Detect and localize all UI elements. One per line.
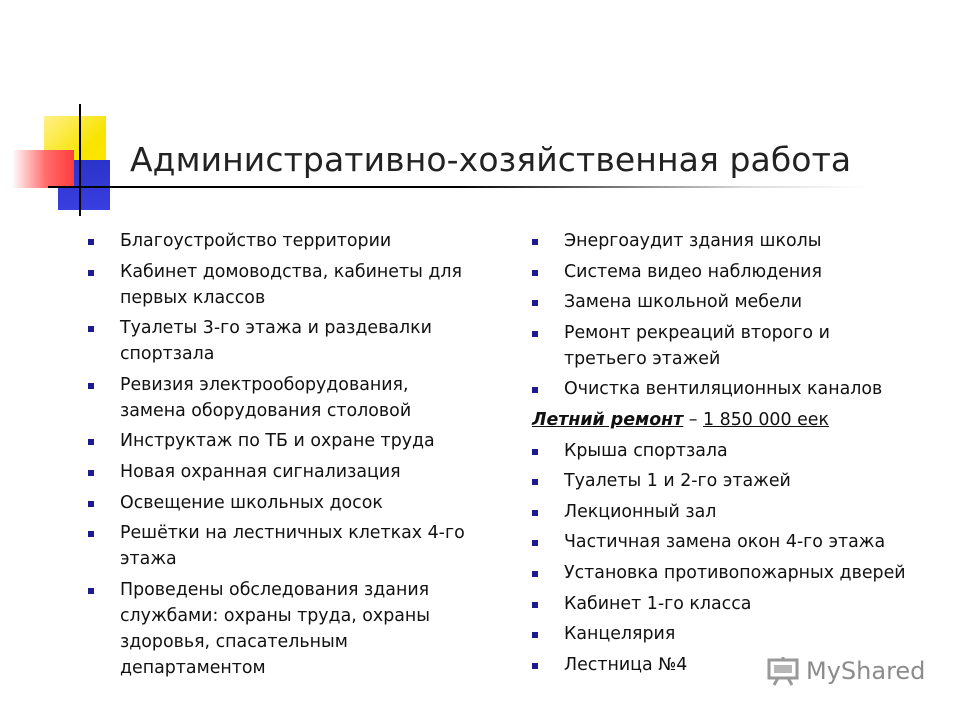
list-item: Освещение школьных досок [88, 490, 478, 516]
square-bullet-icon [532, 479, 538, 485]
list-item: Очистка вентиляционных каналов [532, 376, 912, 402]
square-bullet-icon [532, 632, 538, 638]
right-bullet-list [532, 228, 912, 682]
slide-title: Административно-хозяйственная работа [130, 140, 852, 179]
square-bullet-icon [532, 239, 538, 245]
list-item: Ремонт рекреаций второго и третьего этажей [532, 320, 912, 372]
square-bullet-icon [88, 588, 94, 594]
list-item: Решётки на лестничных клетках 4-го этажа [88, 520, 478, 572]
list-item: Туалеты 3-го этажа и раздевалки спортзала [88, 315, 478, 367]
square-bullet-icon [532, 387, 538, 393]
list-item: Новая охранная сигнализация [88, 459, 478, 485]
list-item: Установка противопожарных дверей [532, 560, 912, 586]
square-bullet-icon [88, 383, 94, 389]
decor-red-square [12, 150, 74, 188]
watermark [766, 656, 925, 686]
square-bullet-icon [532, 331, 538, 337]
square-bullet-icon [88, 439, 94, 445]
list-item: Канцелярия [532, 621, 912, 647]
list-item: Туалеты 1 и 2-го этажей [532, 468, 912, 494]
square-bullet-icon [88, 470, 94, 476]
square-bullet-icon [532, 571, 538, 577]
square-bullet-icon [532, 540, 538, 546]
summer-repair-title: Летний ремонт [532, 409, 684, 430]
square-bullet-icon [88, 270, 94, 276]
left-bullet-list [88, 228, 478, 685]
list-item: Кабинет 1-го класса [532, 591, 912, 617]
square-bullet-icon [532, 300, 538, 306]
list-item: Энергоаудит здания школы [532, 228, 912, 254]
list-item: Крыша спортзала [532, 438, 912, 464]
decor-horizontal-line [48, 186, 868, 188]
square-bullet-icon [88, 239, 94, 245]
list-item: Проведены обследования здания службами: охраны труда, охраны здоровья, спасательным департаментом [88, 577, 478, 681]
summer-repair-heading [532, 407, 912, 433]
list-item: Ревизия электрооборудования, замена оборудования столовой [88, 372, 478, 424]
square-bullet-icon [532, 270, 538, 276]
square-bullet-icon [88, 326, 94, 332]
square-bullet-icon [88, 501, 94, 507]
square-bullet-icon [532, 663, 538, 669]
decor-vertical-line [79, 104, 81, 216]
watermark-text: MyShared [806, 657, 926, 685]
square-bullet-icon [532, 510, 538, 516]
presentation-board-icon [766, 656, 800, 686]
summer-repair-separator: – [683, 409, 704, 430]
list-item: Инструктаж по ТБ и охране труда [88, 428, 478, 454]
list-item: Система видео наблюдения [532, 259, 912, 285]
list-item: Кабинет домоводства, кабинеты для первых классов [88, 259, 478, 311]
square-bullet-icon [532, 602, 538, 608]
list-item: Лекционный зал [532, 499, 912, 525]
list-item: Лестница №4 [532, 652, 912, 678]
list-item: Частичная замена окон 4-го этажа [532, 529, 912, 555]
list-item: Замена школьной мебели [532, 289, 912, 315]
list-item: Благоустройство территории [88, 228, 478, 254]
square-bullet-icon [88, 531, 94, 537]
summer-repair-amount: 1 850 000 еек [703, 409, 829, 430]
square-bullet-icon [532, 449, 538, 455]
